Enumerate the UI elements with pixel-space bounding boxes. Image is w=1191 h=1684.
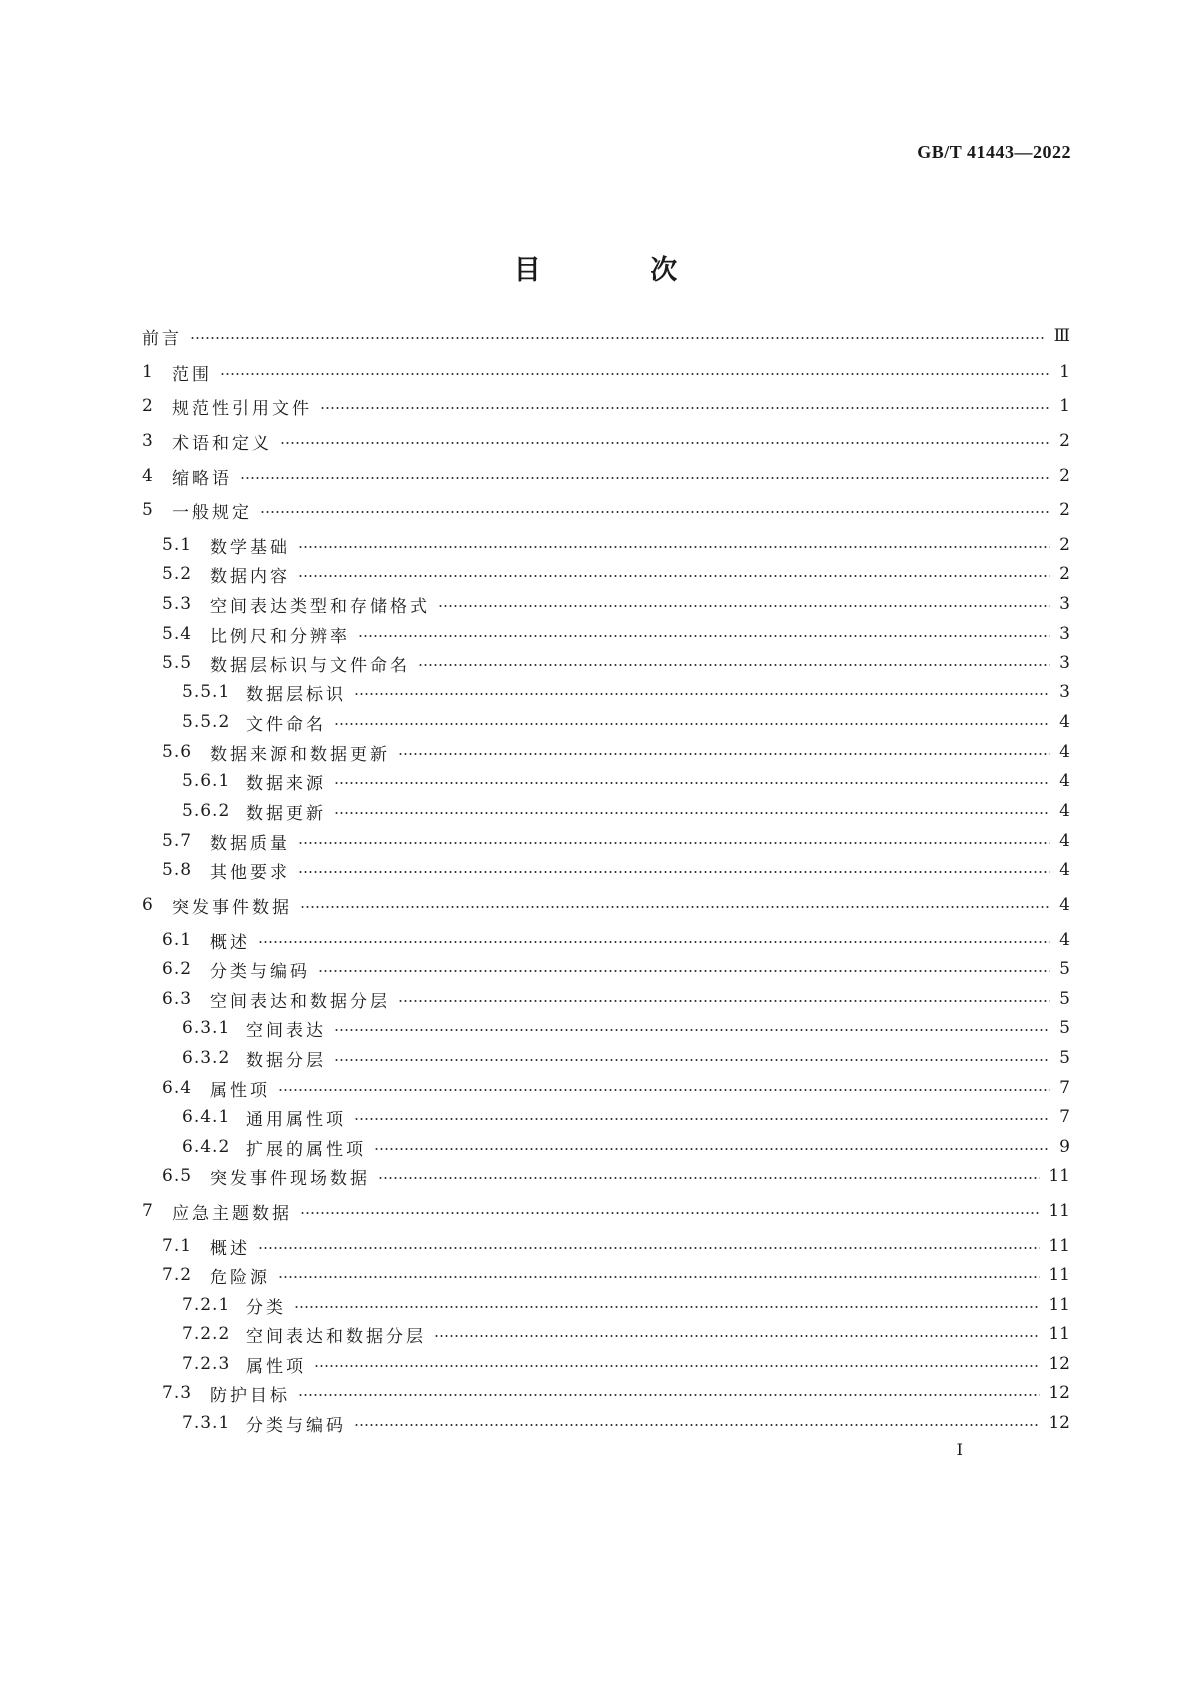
toc-dot-leader [334, 1059, 1050, 1061]
toc-entry-label: 数据内容 [210, 566, 290, 587]
toc-entry-number: 5.5.2 [182, 712, 231, 732]
toc-dot-leader [314, 1365, 1040, 1367]
toc-dot-leader [298, 1394, 1040, 1396]
toc-dot-leader [300, 906, 1050, 908]
toc-entry[interactable] [142, 1410, 1070, 1436]
toc-entry[interactable] [142, 709, 1070, 735]
toc-entry[interactable] [142, 591, 1070, 617]
toc-entry-number: 1 [142, 362, 154, 382]
toc-entry-number: 7.1 [162, 1236, 193, 1256]
toc-entry-label: 属性项 [210, 1080, 270, 1101]
toc-entry-label: 数据质量 [210, 833, 290, 854]
toc-dot-leader [278, 1276, 1040, 1278]
toc-entry-page: 5 [1059, 959, 1070, 979]
toc-dot-leader [354, 1118, 1050, 1120]
toc-entry-page: 11 [1048, 1324, 1070, 1344]
toc-entry-number: 6.3 [162, 989, 193, 1009]
toc-entry-label: 数据更新 [246, 803, 326, 824]
toc-entry-label: 数据分层 [246, 1050, 326, 1071]
toc-entry-number: 7.2 [162, 1265, 193, 1285]
standard-code: GB/T 41443—2022 [917, 142, 1071, 162]
toc-entry-number: 5.5 [162, 653, 193, 673]
toc-entry-label: 文件命名 [246, 714, 326, 735]
toc-entry[interactable] [142, 1163, 1070, 1189]
toc-entry-number: 6.1 [162, 930, 193, 950]
toc-dot-leader [334, 782, 1050, 784]
toc-entry-page: 2 [1059, 564, 1070, 584]
toc-entry-page: 4 [1059, 801, 1070, 821]
toc-entry[interactable] [142, 828, 1070, 854]
toc-dot-leader [334, 812, 1050, 814]
toc-entry-label: 分类与编码 [210, 961, 310, 982]
toc-entry-label: 数据层标识与文件命名 [210, 655, 410, 676]
toc-entry[interactable] [142, 1351, 1070, 1377]
toc-entry[interactable] [142, 463, 1070, 489]
toc-dot-leader [294, 1306, 1040, 1308]
toc-entry-page: Ⅲ [1053, 326, 1070, 346]
toc-entry-label: 数据来源和数据更新 [210, 744, 390, 765]
toc-entry[interactable] [142, 428, 1070, 454]
toc-entry[interactable] [142, 561, 1070, 587]
toc-entry-page: 1 [1059, 362, 1070, 382]
toc-entry-number: 3 [142, 431, 154, 451]
toc-entry-label: 通用属性项 [246, 1109, 346, 1130]
toc-entry[interactable] [142, 1321, 1070, 1347]
toc-entry-page: 7 [1059, 1078, 1070, 1098]
page-number: I [956, 1440, 963, 1459]
toc-entry-number: 5.8 [162, 860, 193, 880]
toc-entry-page: 4 [1059, 771, 1070, 791]
toc-entry-label: 数据来源 [246, 773, 326, 794]
toc-entry-label: 扩展的属性项 [246, 1139, 366, 1160]
toc-entry-page: 12 [1048, 1413, 1070, 1433]
toc-entry-label: 比例尺和分辨率 [210, 626, 350, 647]
toc-entry-number: 6.4 [162, 1078, 193, 1098]
toc-entry-label: 前言 [142, 328, 182, 349]
toc-dot-leader [320, 407, 1050, 409]
toc-entry[interactable] [142, 1292, 1070, 1318]
toc-entry-label: 突发事件现场数据 [210, 1168, 370, 1189]
toc-entry-label: 突发事件数据 [172, 897, 292, 918]
toc-entry-label: 防护目标 [210, 1385, 290, 1406]
toc-entry-page: 3 [1059, 653, 1070, 673]
toc-entry-number: 7.2.1 [182, 1295, 231, 1315]
toc-entry-number: 6.2 [162, 959, 193, 979]
toc-entry-label: 术语和定义 [172, 433, 272, 454]
toc-dot-leader [190, 337, 1046, 339]
toc-dot-leader [240, 477, 1050, 479]
toc-dot-leader [358, 635, 1050, 637]
toc-entry-label: 空间表达 [246, 1020, 326, 1041]
toc-entry-number: 4 [142, 466, 154, 486]
toc-dot-leader [220, 373, 1050, 375]
toc-entry-page: 2 [1059, 500, 1070, 520]
toc-dot-leader [398, 753, 1050, 755]
toc-entry-number: 7 [142, 1201, 154, 1221]
toc-entry[interactable] [142, 532, 1070, 558]
toc-entry-page: 4 [1059, 831, 1070, 851]
toc-entry-page: 11 [1048, 1201, 1070, 1221]
toc-entry-number: 6.4.2 [182, 1137, 231, 1157]
toc-dot-leader [260, 511, 1050, 513]
toc-dot-leader [434, 1335, 1040, 1337]
toc-entry[interactable] [142, 1198, 1070, 1224]
toc-entry[interactable] [142, 393, 1070, 419]
toc-entry-page: 2 [1059, 535, 1070, 555]
table-of-contents [142, 0, 1070, 1684]
toc-entry-number: 6.3.2 [182, 1048, 231, 1068]
toc-dot-leader [438, 605, 1050, 607]
toc-entry-label: 一般规定 [172, 502, 252, 523]
toc-entry[interactable] [142, 1233, 1070, 1259]
toc-entry-page: 2 [1059, 431, 1070, 451]
toc-entry[interactable] [142, 497, 1070, 523]
toc-entry[interactable] [142, 927, 1070, 953]
toc-dot-leader [418, 664, 1050, 666]
toc-entry-number: 5.6.1 [182, 771, 231, 791]
toc-entry-page: 11 [1048, 1295, 1070, 1315]
toc-entry-page: 12 [1048, 1383, 1070, 1403]
toc-dot-leader [298, 871, 1050, 873]
toc-dot-leader [354, 693, 1050, 695]
toc-dot-leader [374, 1148, 1050, 1150]
toc-entry[interactable] [142, 1015, 1070, 1041]
toc-entry-label: 危险源 [210, 1267, 270, 1288]
toc-entry[interactable] [142, 956, 1070, 982]
toc-dot-leader [258, 1247, 1040, 1249]
toc-entry-label: 空间表达类型和存储格式 [210, 596, 430, 617]
toc-entry-page: 4 [1059, 712, 1070, 732]
toc-entry-page: 1 [1059, 396, 1070, 416]
toc-entry-number: 6.5 [162, 1166, 193, 1186]
toc-entry-number: 5.4 [162, 624, 193, 644]
toc-entry-page: 4 [1059, 860, 1070, 880]
toc-entry-number: 5.7 [162, 831, 193, 851]
toc-entry-number: 6.3.1 [182, 1018, 231, 1038]
toc-entry[interactable] [142, 1262, 1070, 1288]
toc-entry-page: 12 [1048, 1354, 1070, 1374]
toc-dot-leader [298, 575, 1050, 577]
toc-dot-leader [258, 941, 1050, 943]
toc-dot-leader [378, 1177, 1040, 1179]
toc-entry-label: 缩略语 [172, 468, 232, 489]
toc-entry-label: 其他要求 [210, 862, 290, 883]
toc-entry[interactable] [142, 768, 1070, 794]
toc-entry-label: 分类与编码 [246, 1415, 346, 1436]
toc-entry-label: 空间表达和数据分层 [210, 991, 390, 1012]
toc-entry[interactable] [142, 679, 1070, 705]
toc-entry[interactable] [142, 857, 1070, 883]
toc-entry-label: 应急主题数据 [172, 1203, 292, 1224]
toc-dot-leader [298, 842, 1050, 844]
toc-entry-page: 5 [1059, 1048, 1070, 1068]
toc-entry-page: 2 [1059, 466, 1070, 486]
toc-entry-page: 11 [1048, 1265, 1070, 1285]
toc-entry-page: 5 [1059, 989, 1070, 1009]
toc-entry-number: 6 [142, 895, 154, 915]
toc-entry-number: 6.4.1 [182, 1107, 231, 1127]
toc-entry-page: 11 [1048, 1236, 1070, 1256]
toc-entry-label: 规范性引用文件 [172, 398, 312, 419]
toc-entry-label: 概述 [210, 932, 250, 953]
toc-entry-number: 5.6.2 [182, 801, 231, 821]
toc-entry[interactable] [142, 621, 1070, 647]
toc-entry-label: 属性项 [246, 1356, 306, 1377]
toc-entry-label: 范围 [172, 364, 212, 385]
toc-entry-label: 数学基础 [210, 537, 290, 558]
toc-entry-number: 7.3 [162, 1383, 193, 1403]
toc-entry-label: 空间表达和数据分层 [246, 1326, 426, 1347]
toc-entry[interactable] [142, 1134, 1070, 1160]
toc-dot-leader [300, 1212, 1040, 1214]
toc-entry-page: 4 [1059, 895, 1070, 915]
toc-dot-leader [318, 970, 1050, 972]
toc-dot-leader [334, 1029, 1050, 1031]
toc-entry-number: 5.5.1 [182, 682, 231, 702]
toc-dot-leader [354, 1424, 1040, 1426]
toc-entry-number: 5.1 [162, 535, 193, 555]
toc-entry[interactable] [142, 359, 1070, 385]
toc-entry[interactable] [142, 892, 1070, 918]
toc-dot-leader [278, 1089, 1050, 1091]
toc-entry-number: 2 [142, 396, 154, 416]
toc-dot-leader [298, 546, 1050, 548]
toc-entry-page: 5 [1059, 1018, 1070, 1038]
toc-dot-leader [280, 442, 1050, 444]
toc-entry[interactable] [142, 986, 1070, 1012]
toc-entry[interactable] [142, 739, 1070, 765]
toc-entry-page: 4 [1059, 930, 1070, 950]
toc-entry-page: 3 [1059, 594, 1070, 614]
toc-entry-page: 11 [1048, 1166, 1070, 1186]
toc-entry-number: 5 [142, 500, 154, 520]
toc-entry[interactable] [142, 650, 1070, 676]
toc-entry-number: 5.6 [162, 742, 193, 762]
toc-entry[interactable] [142, 1104, 1070, 1130]
toc-entry-page: 7 [1059, 1107, 1070, 1127]
toc-entry-label: 概述 [210, 1238, 250, 1259]
toc-entry-number: 5.3 [162, 594, 193, 614]
toc-entry-page: 3 [1059, 624, 1070, 644]
toc-entry[interactable] [142, 1380, 1070, 1406]
toc-entry-number: 7.3.1 [182, 1413, 231, 1433]
toc-entry-page: 4 [1059, 742, 1070, 762]
toc-dot-leader [398, 1000, 1050, 1002]
toc-entry-page: 9 [1059, 1137, 1070, 1157]
toc-entry[interactable] [142, 1045, 1070, 1071]
toc-entry-number: 5.2 [162, 564, 193, 584]
page-title: 目 次 [513, 255, 728, 286]
toc-entry-label: 数据层标识 [246, 684, 346, 705]
toc-entry-page: 3 [1059, 682, 1070, 702]
toc-dot-leader [334, 723, 1050, 725]
toc-entry[interactable] [142, 323, 1070, 349]
toc-entry-number: 7.2.3 [182, 1354, 231, 1374]
toc-entry-number: 7.2.2 [182, 1324, 231, 1344]
toc-entry[interactable] [142, 798, 1070, 824]
toc-entry[interactable] [142, 1075, 1070, 1101]
toc-entry-label: 分类 [246, 1297, 286, 1318]
